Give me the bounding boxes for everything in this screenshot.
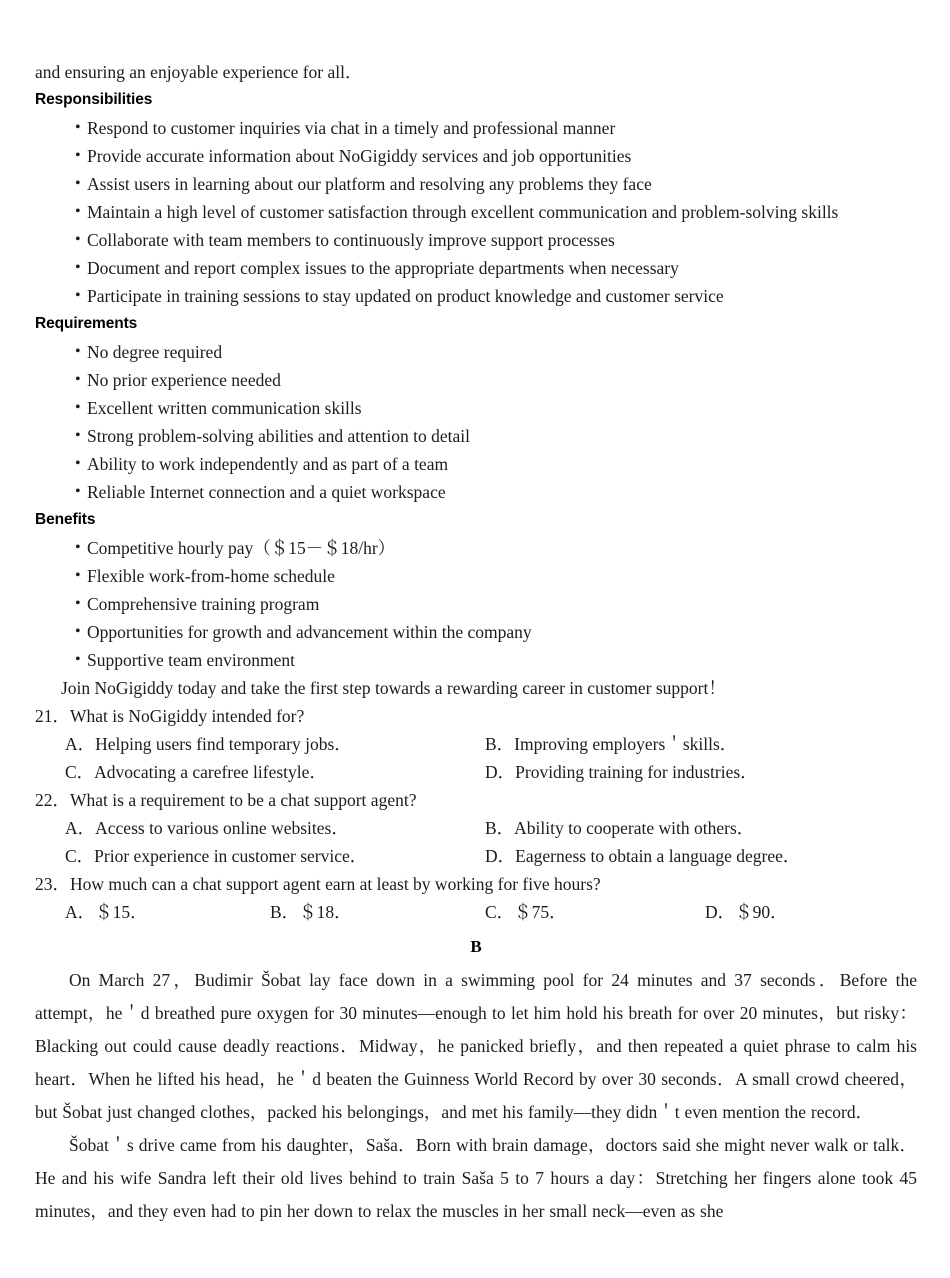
bullet-icon: • <box>75 175 81 192</box>
bullet-icon: • <box>75 287 81 304</box>
closing-line: Join NoGigiddy today and take the first step towards a rewarding career in customer support！ <box>61 678 726 698</box>
list-item-text: No prior experience needed <box>87 370 281 390</box>
bullet-icon: • <box>75 119 81 136</box>
bullet-icon: • <box>75 203 81 220</box>
section-heading-benefits: Benefits <box>35 511 96 528</box>
list-item <box>35 226 917 254</box>
bullet-icon: • <box>75 567 81 584</box>
bullet-icon: • <box>75 343 81 360</box>
option-d[interactable]: D．＄90． <box>705 902 788 922</box>
list-item-text: Provide accurate information about NoGigiddy services and job opportunities <box>87 146 632 166</box>
question-stem: What is a requirement to be a chat support agent? <box>70 790 417 810</box>
option-c[interactable]: C．Advocating a carefree lifestyle． <box>65 762 327 782</box>
list-item <box>35 142 917 170</box>
list-item-text: Document and report complex issues to the appropriate departments when necessary <box>87 258 679 278</box>
list-item-text: Strong problem-solving abilities and attention to detail <box>87 426 470 446</box>
passage-label-b: B <box>470 937 482 956</box>
section-heading-requirements: Requirements <box>35 315 138 332</box>
list-item <box>35 282 917 310</box>
list-item-text: No degree required <box>87 342 223 362</box>
requirements-list <box>35 338 917 506</box>
bullet-icon: • <box>75 595 81 612</box>
list-item-text: Maintain a high level of customer satisfaction through excellent communication and problem-solving skills <box>87 202 839 222</box>
question-stem: What is NoGigiddy intended for? <box>70 706 305 726</box>
option-a[interactable]: A．Access to various online websites． <box>65 818 349 838</box>
list-item <box>35 478 917 506</box>
option-b[interactable]: B．＄18． <box>270 902 352 922</box>
bullet-icon: • <box>75 147 81 164</box>
section-heading-responsibilities: Responsibilities <box>35 91 153 108</box>
bullet-icon: • <box>75 651 81 668</box>
option-d[interactable]: D．Providing training for industries． <box>485 762 758 782</box>
question-number: 23． <box>35 874 70 894</box>
bullet-icon: • <box>75 399 81 416</box>
option-c[interactable]: C．＄75． <box>485 902 567 922</box>
list-item-text: Reliable Internet connection and a quiet workspace <box>87 482 446 502</box>
list-item <box>35 394 917 422</box>
question-23-options-row <box>35 898 917 926</box>
list-item-text: Excellent written communication skills <box>87 398 362 418</box>
question-22-options-row-2 <box>35 842 917 870</box>
bullet-icon: • <box>75 371 81 388</box>
passage-paragraph-2: Šobat＇s drive came from his daughter，Saša．Born with brain damage，doctors said she might never walk or talk．He and his wife Sandra left their old lives behind to train Saša 5 to 7 hours a day：Stretching her fingers alone took 45 minutes，and they even had to pin her down to relax the muscles in her small neck—even as she <box>35 1135 917 1221</box>
list-item-text: Supportive team environment <box>87 650 296 670</box>
question-number: 21． <box>35 706 70 726</box>
list-item <box>35 254 917 282</box>
page-content <box>35 58 917 1228</box>
list-item <box>35 562 917 590</box>
list-item-text: Assist users in learning about our platform and resolving any problems they face <box>87 174 652 194</box>
list-item <box>35 338 917 366</box>
list-item-text: Ability to work independently and as part of a team <box>87 454 449 474</box>
list-item <box>35 450 917 478</box>
list-item <box>35 422 917 450</box>
bullet-icon: • <box>75 539 81 556</box>
list-item <box>35 198 917 226</box>
list-item-text: Competitive hourly pay（＄15－＄18/hr） <box>87 538 396 558</box>
list-item <box>35 366 917 394</box>
question-stem: How much can a chat support agent earn at least by working for five hours? <box>70 874 601 894</box>
question-21-options-row-1 <box>35 730 917 758</box>
list-item <box>35 114 917 142</box>
bullet-icon: • <box>75 455 81 472</box>
list-item <box>35 534 917 562</box>
list-item-text: Comprehensive training program <box>87 594 320 614</box>
question-21 <box>35 702 917 730</box>
bullet-icon: • <box>75 483 81 500</box>
bullet-icon: • <box>75 259 81 276</box>
bullet-icon: • <box>75 623 81 640</box>
question-22 <box>35 786 917 814</box>
option-c[interactable]: C．Prior experience in customer service． <box>65 846 368 866</box>
list-item-text: Opportunities for growth and advancement within the company <box>87 622 532 642</box>
bullet-icon: • <box>75 427 81 444</box>
list-item-text: Flexible work-from-home schedule <box>87 566 335 586</box>
list-item <box>35 590 917 618</box>
list-item-text: Respond to customer inquiries via chat in a timely and professional manner <box>87 118 616 138</box>
option-d[interactable]: D．Eagerness to obtain a language degree． <box>485 846 801 866</box>
question-22-options-row-1 <box>35 814 917 842</box>
option-a[interactable]: A．Helping users find temporary jobs． <box>65 734 352 754</box>
bullet-icon: • <box>75 231 81 248</box>
option-a[interactable]: A．＄15． <box>65 902 148 922</box>
intro-continuation-line: and ensuring an enjoyable experience for all． <box>35 62 363 82</box>
list-item <box>35 646 917 674</box>
question-23 <box>35 870 917 898</box>
question-21-options-row-2 <box>35 758 917 786</box>
option-b[interactable]: B．Improving employers＇skills． <box>485 734 738 754</box>
list-item <box>35 170 917 198</box>
passage-paragraph-1: On March 27，Budimir Šobat lay face down in a swimming pool for 24 minutes and 37 seconds．Before the attempt，he＇d breathed pure oxygen for 30 minutes—enough to let him hold his breath for over 20 minutes，but risky：Blacking out could cause deadly reactions．Midway，he panicked briefly，and then repeated a quiet phrase to calm his heart．When he lifted his head，he＇d beaten the Guinness World Record by over 30 seconds．A small crowd cheered，but Šobat just changed clothes，packed his belongings，and met his family—they didn＇t even mention the record． <box>35 970 917 1122</box>
list-item <box>35 618 917 646</box>
list-item-text: Participate in training sessions to stay updated on product knowledge and customer service <box>87 286 724 306</box>
list-item-text: Collaborate with team members to continuously improve support processes <box>87 230 615 250</box>
option-b[interactable]: B．Ability to cooperate with others． <box>485 818 755 838</box>
benefits-list <box>35 534 917 674</box>
responsibilities-list <box>35 114 917 310</box>
question-number: 22． <box>35 790 70 810</box>
